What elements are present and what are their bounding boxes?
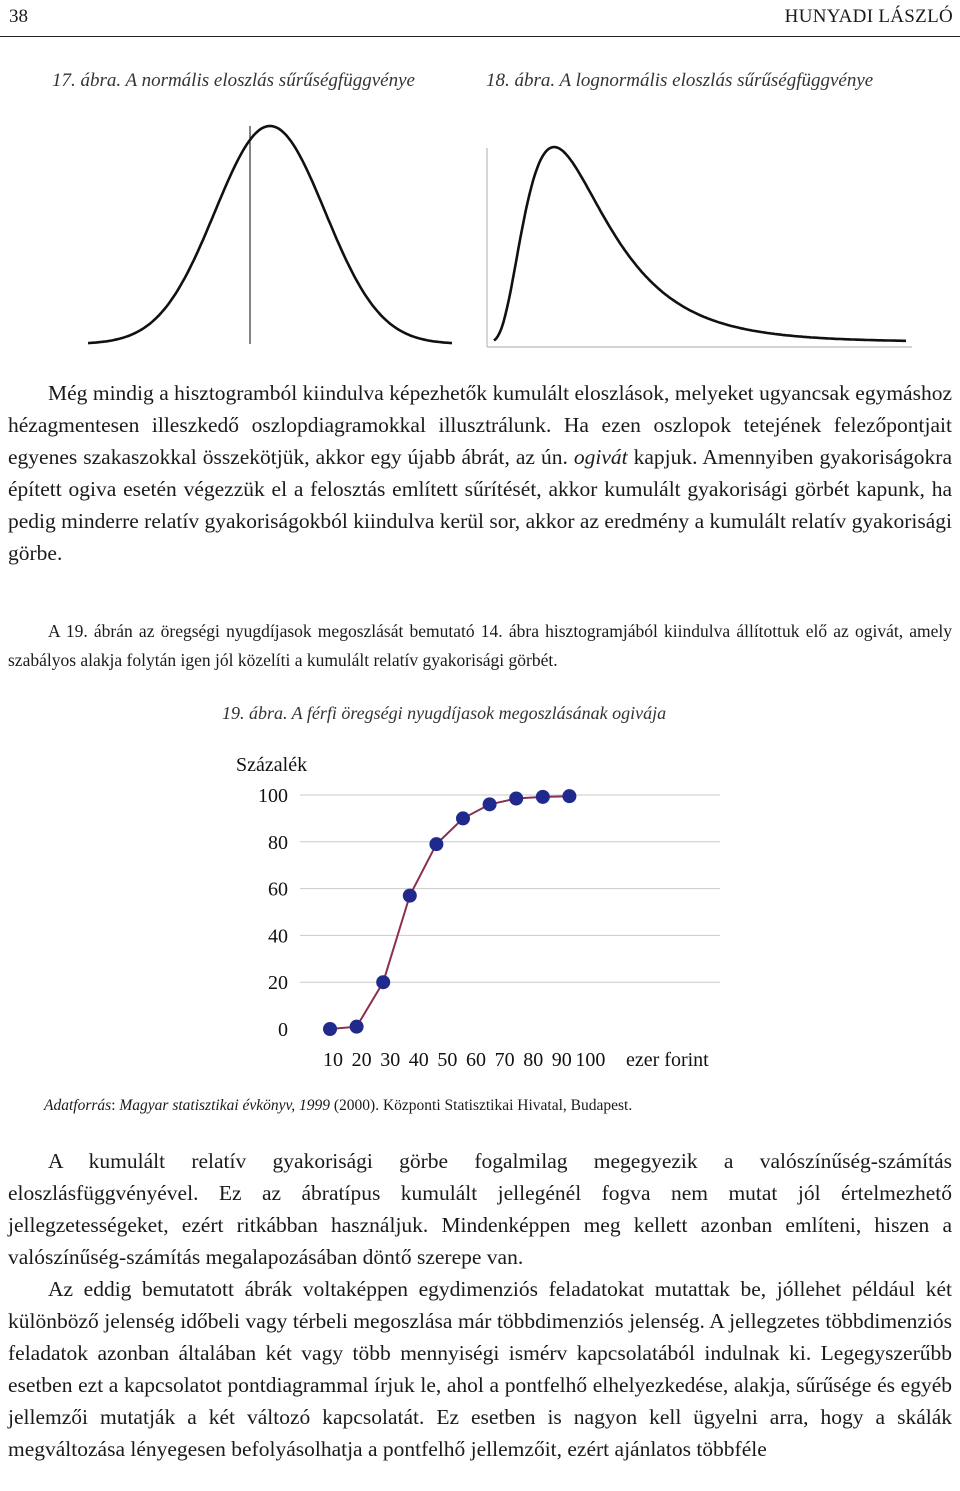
x-tick-label-10: 10 xyxy=(323,1049,343,1071)
paragraph-figure-19-intro: A 19. ábrán az öregségi nyugdíjasok megoszlását bemutató 14. ábra hisztogramjából kiindulva állítottuk elő az ogivát, amely szabályos alakja folytán igen jól közelíti a kumulált relatív gyakorisági görbét. xyxy=(8,621,952,670)
data-source-note: Adatforrás: Magyar statisztikai évkönyv, 1999 (2000). Központi Statisztikai Hivatal, Budapest. xyxy=(44,1097,633,1114)
y-tick-label-0: 0 xyxy=(278,1019,288,1041)
paragraph-ogive-intro xyxy=(8,377,952,569)
x-tick-label-60: 60 xyxy=(466,1049,486,1071)
x-tick-label-50: 50 xyxy=(437,1049,458,1071)
data-point-10 xyxy=(350,1020,364,1034)
source-publisher: (2000). Központi Statisztikai Hivatal, Budapest. xyxy=(330,1097,633,1114)
x-tick-label-70: 70 xyxy=(494,1049,515,1071)
y-tick-label-80: 80 xyxy=(268,831,288,854)
y-tick-label-100: 100 xyxy=(258,785,288,807)
y-tick-label-40: 40 xyxy=(268,925,288,948)
source-label: Adatforrás xyxy=(44,1097,112,1114)
ogive-chart xyxy=(220,745,740,1080)
data-point-90 xyxy=(562,789,576,803)
paragraph-multidimensional: Az eddig bemutatott ábrák voltaképpen egydimenziós feladatokat mutattak be, jóllehet például két különböző jelenség időbeli vagy térbeli megoszlása már többdimenziós jelenség. A jellegzetes többdimenziós feladatok azonban általában két vagy több mennyiségi ismérv kapcsolatából indulnak ki. Legegyszerűbb esetben ezt a kapcsolatot pontdiagrammal írjuk le, ahol a pontfelhő elhelyezkedése, alakja, sűrűsége és egyéb jellemzői mutatják a két változó kapcsolatát. Ez esetben is nagyon kell ügyelni arra, hogy a skálák megváltozása lényegesen befolyásolhatja a pontfelhő jellemzőit, ezért ajánlatos többféle xyxy=(8,1277,952,1461)
paragraph-distribution-function: A kumulált relatív gyakorisági görbe fogalmilag megegyezik a valószínűség-számítás eloszlásfüggvényével. Ez az ábratípus kumulált jellegénél fogva nem mutat jól értelmezhető jellegzetességeket, ezért ritkábban használjuk. Mindenképpen meg kellett azonban említeni, hiszen a valószínűség-számítás megalapozásában döntő szerepe van. xyxy=(8,1149,952,1269)
data-point-80 xyxy=(536,790,550,804)
lognormal-curve xyxy=(494,147,906,341)
x-tick-label-80: 80 xyxy=(523,1049,544,1071)
figure-17-caption: 17. ábra. A normális eloszlás sűrűségfüggvénye xyxy=(52,70,415,91)
data-point-20 xyxy=(376,975,390,989)
ogive-series-line xyxy=(330,796,569,1029)
paragraph-ogive-text-2: kapjuk. Amennyiben gyakoriságokra épített ogiva esetén végezzük el a felosztás említett sűrítését, akkor kumulált gyakorisági görbét kapunk, ha pedig minderre relatív gyakoriságokból kiindulva kerül sor, akkor az eredmény a kumulált relatív gyakorisági görbe. xyxy=(8,445,952,565)
data-point-60 xyxy=(483,797,497,811)
running-head-author: HUNYADI LÁSZLÓ xyxy=(784,6,953,27)
data-point-0 xyxy=(323,1022,337,1036)
y-axis-title: Százalék xyxy=(236,754,308,776)
data-point-70 xyxy=(509,792,523,806)
x-tick-label-40: 40 xyxy=(408,1049,429,1071)
y-tick-label-60: 60 xyxy=(268,878,288,901)
x-tick-label-20: 20 xyxy=(351,1049,372,1071)
x-tick-label-30: 30 xyxy=(380,1049,401,1071)
figure-18-caption: 18. ábra. A lognormális eloszlás sűrűségfüggvénye xyxy=(486,70,874,91)
y-tick-label-20: 20 xyxy=(268,972,288,995)
figure-19-caption: 19. ábra. A férfi öregségi nyugdíjasok megoszlásának ogivája xyxy=(222,703,667,723)
x-tick-label-100: 100 xyxy=(575,1049,606,1071)
x-tick-label-90: 90 xyxy=(551,1049,572,1071)
data-point-30 xyxy=(403,889,417,903)
data-point-40 xyxy=(429,837,443,851)
data-point-50 xyxy=(456,811,470,825)
term-ogive: ogivát xyxy=(573,445,628,469)
figure-17-normal-density xyxy=(80,118,460,350)
normal-curve xyxy=(88,126,452,343)
source-title: Magyar statisztikai évkönyv, 1999 xyxy=(119,1097,331,1114)
paragraph-ogive-text-1: Még mindig a hisztogramból kiindulva képezhetők kumulált eloszlások, melyeket ugyancsak egymáshoz hézagmentesen illeszkedő oszlopdiagramokkal illusztrálunk. Ha ezen oszlopok tetejének felezőpontjait egyenes szakaszokkal összekötjük, akkor egy újabb ábrát, az ún. xyxy=(8,381,952,469)
figure-18-lognormal-density xyxy=(480,140,920,352)
page-number: 38 xyxy=(9,6,28,27)
page-header xyxy=(0,0,960,37)
x-axis-title: ezer forint xyxy=(626,1049,709,1071)
